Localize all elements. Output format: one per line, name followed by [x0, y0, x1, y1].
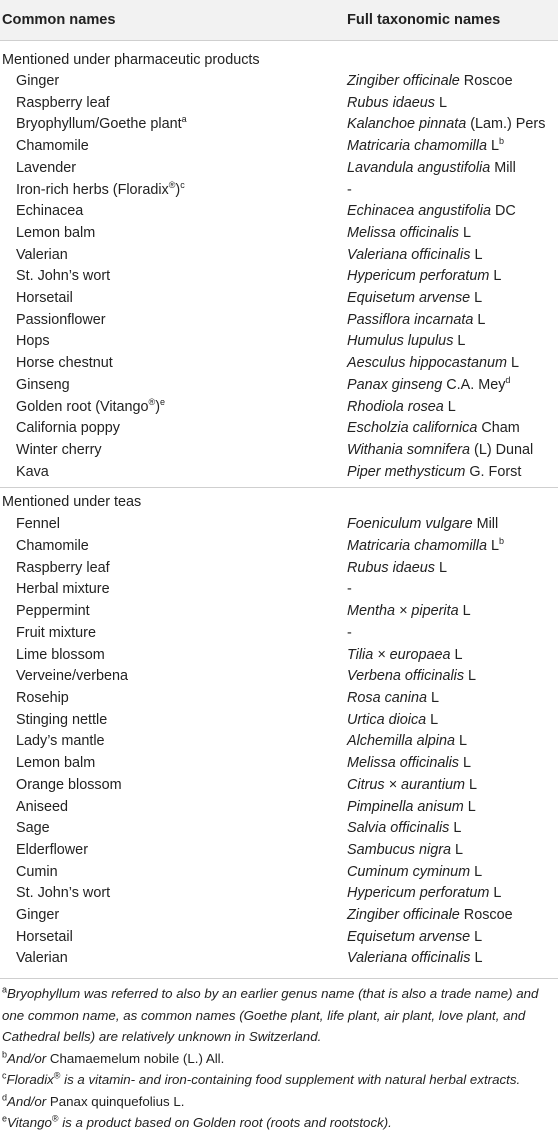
taxonomic-binomial: Hypericum perforatum [347, 885, 490, 902]
taxonomic-binomial: Matricaria chamomilla [347, 538, 487, 555]
taxonomic-name-cell [345, 514, 558, 536]
common-name: Verveine/verbena [16, 668, 129, 685]
taxonomic-name-cell [345, 536, 558, 558]
common-name-cell [0, 818, 345, 840]
taxonomic-name-cell [345, 397, 558, 419]
taxonomic-authority: L [470, 290, 483, 307]
table-row [0, 136, 558, 158]
taxonomic-binomial: Rubus idaeus [347, 94, 436, 111]
footnote-ref: c [180, 179, 185, 190]
taxonomic-binomial: Rubus idaeus [347, 559, 436, 576]
common-name: Kava [16, 463, 49, 480]
common-name: Fruit mixture [16, 624, 96, 641]
taxonomic-name-cell [345, 375, 558, 397]
common-name: Sage [16, 820, 50, 837]
common-name-cell [0, 862, 345, 884]
taxonomic-authority: L [450, 646, 463, 663]
taxonomic-authority: L [486, 538, 499, 555]
table-row [0, 514, 558, 536]
taxonomic-binomial: Sambucus nigra [347, 841, 451, 858]
taxonomic-authority: - [347, 181, 352, 198]
common-name-cell [0, 536, 345, 558]
common-name-cell [0, 579, 345, 601]
footnote-italic: And/or [7, 1050, 47, 1066]
common-name-cell [0, 288, 345, 310]
table-body [0, 41, 558, 975]
common-name-cell [0, 223, 345, 245]
table-row [0, 223, 558, 245]
common-name: Lavender [16, 159, 77, 176]
footnote-italic: Vitango [7, 1115, 52, 1131]
common-name-cell [0, 310, 345, 332]
taxonomic-name-cell [345, 623, 558, 645]
taxonomic-authority: L [464, 668, 477, 685]
footnote-text: Chamaemelum nobile (L.) All. [46, 1050, 225, 1066]
common-name: Lime blossom [16, 646, 105, 663]
footnote-text: Panax quinquefolius L. [46, 1093, 185, 1109]
registered-mark: ® [53, 1070, 61, 1081]
taxonomic-authority: - [347, 581, 352, 598]
taxonomic-binomial: Cuminum cyminum [347, 863, 471, 880]
taxonomic-binomial: Equisetum arvense [347, 290, 471, 307]
taxonomic-name-cell [345, 245, 558, 267]
taxonomic-name-cell [345, 462, 558, 484]
common-name-cell [0, 93, 345, 115]
table-row [0, 927, 558, 949]
taxonomic-name-cell [345, 440, 558, 462]
table-row [0, 558, 558, 580]
taxonomic-name-cell [345, 775, 558, 797]
table-row [0, 266, 558, 288]
table-row [0, 645, 558, 667]
common-name-cell [0, 688, 345, 710]
table-row [0, 331, 558, 353]
taxonomic-authority: L [451, 841, 464, 858]
taxonomic-name-cell [345, 883, 558, 905]
table-row [0, 601, 558, 623]
common-name-cell [0, 948, 345, 970]
footnote-b [2, 1048, 558, 1070]
common-name-cell [0, 601, 345, 623]
footnote-c [2, 1069, 558, 1091]
name-suffix: ) [155, 398, 160, 415]
common-name: Lemon balm [16, 224, 96, 241]
table-row [0, 397, 558, 419]
table-row [0, 840, 558, 862]
name-suffix: ) [175, 181, 181, 198]
common-name-cell [0, 775, 345, 797]
common-name: Echinacea [16, 203, 84, 220]
table-row [0, 797, 558, 819]
table-row [0, 114, 558, 136]
footnote-ref: b [498, 536, 504, 547]
common-name: Orange blossom [16, 776, 122, 793]
taxonomic-binomial: Tilia × europaea [347, 646, 451, 663]
taxonomic-binomial: Verbena officinalis [347, 668, 465, 685]
taxonomic-name-cell [345, 331, 558, 353]
common-name-cell [0, 397, 345, 419]
taxonomic-name-cell [345, 731, 558, 753]
common-name: California poppy [16, 420, 120, 437]
common-name: Iron-rich herbs (Floradix [16, 181, 169, 198]
taxonomic-binomial: Withania somnifera [347, 441, 471, 458]
taxonomic-binomial: Hypericum perforatum [347, 268, 490, 285]
common-name-cell [0, 645, 345, 667]
name-superscript: ® [148, 396, 156, 407]
common-name-cell [0, 114, 345, 136]
table-row [0, 93, 558, 115]
common-name-cell [0, 331, 345, 353]
table-row [0, 775, 558, 797]
taxonomic-authority: L [453, 333, 466, 350]
taxonomic-binomial: Rhodiola rosea [347, 398, 444, 415]
taxonomic-authority: L [464, 776, 477, 793]
common-name-cell [0, 375, 345, 397]
table-row [0, 375, 558, 397]
taxonomic-authority: L [449, 820, 462, 837]
taxonomic-binomial: Aesculus hippocastanum [347, 355, 507, 372]
common-name: Raspberry leaf [16, 559, 110, 576]
common-name: Passionflower [16, 311, 106, 328]
taxonomic-authority: Cham [477, 420, 520, 437]
common-name: Valerian [16, 950, 68, 967]
common-name-cell [0, 731, 345, 753]
name-superscript: a [181, 114, 187, 125]
taxonomic-authority: Mill [490, 159, 516, 176]
spacer-cell [0, 970, 558, 974]
common-name: Bryophyllum/Goethe plant [16, 116, 182, 133]
taxonomic-authority: L [489, 885, 502, 902]
table-row [0, 905, 558, 927]
common-name: Herbal mixture [16, 581, 110, 598]
taxonomic-binomial: Citrus × aurantium [347, 776, 465, 793]
common-name: Raspberry leaf [16, 94, 110, 111]
common-name-cell [0, 927, 345, 949]
common-name-cell [0, 666, 345, 688]
taxonomic-name-cell [345, 753, 558, 775]
taxonomic-authority: Roscoe [459, 907, 513, 924]
taxonomic-authority: L [507, 355, 520, 372]
table-row [0, 310, 558, 332]
taxonomic-binomial: Foeniculum vulgare [347, 516, 473, 533]
common-name-cell [0, 266, 345, 288]
common-name: Peppermint [16, 603, 90, 620]
common-name-cell [0, 245, 345, 267]
table-row [0, 731, 558, 753]
table-row [0, 623, 558, 645]
taxonomic-name-cell [345, 353, 558, 375]
common-name-cell [0, 440, 345, 462]
taxonomic-authority: L [435, 559, 448, 576]
common-name-cell [0, 883, 345, 905]
taxonomic-name-cell [345, 114, 558, 136]
taxonomic-binomial: Melissa officinalis [347, 755, 459, 772]
taxonomic-name-cell [345, 180, 558, 202]
taxonomic-authority: L [427, 689, 440, 706]
table-row [0, 710, 558, 732]
table-row [0, 948, 558, 970]
taxonomic-name-cell [345, 558, 558, 580]
common-name-cell [0, 180, 345, 202]
taxonomic-binomial: Humulus lupulus [347, 333, 454, 350]
common-name-cell [0, 71, 345, 93]
taxonomic-name-cell [345, 266, 558, 288]
common-name-cell [0, 418, 345, 440]
taxonomic-name-cell [345, 201, 558, 223]
common-name: Chamomile [16, 538, 89, 555]
common-name-cell [0, 623, 345, 645]
table-row [0, 862, 558, 884]
taxonomic-name-cell [345, 158, 558, 180]
common-name: Winter cherry [16, 441, 102, 458]
taxonomic-authority: G. Forst [465, 463, 522, 480]
registered-mark: ® [51, 1113, 59, 1124]
common-name-cell [0, 353, 345, 375]
section-spacer [0, 970, 558, 974]
taxonomic-name-cell [345, 927, 558, 949]
section-title: Mentioned under pharmaceutic products [2, 51, 260, 68]
table-row [0, 288, 558, 310]
common-name: Rosehip [16, 689, 69, 706]
taxonomic-authority: L [458, 224, 471, 241]
taxonomic-name-cell [345, 666, 558, 688]
table-row [0, 418, 558, 440]
table-row [0, 462, 558, 484]
taxonomic-authority: L [426, 711, 439, 728]
common-name: Fennel [16, 516, 61, 533]
taxonomic-name-cell [345, 862, 558, 884]
table-row [0, 158, 558, 180]
taxonomic-binomial: Zingiber officinale [347, 73, 460, 89]
taxonomic-authority: L [489, 268, 502, 285]
taxonomic-authority: L [470, 863, 483, 880]
header-taxonomic-names: Full taxonomic names [345, 0, 558, 41]
taxonomic-name-cell [345, 797, 558, 819]
table-row [0, 883, 558, 905]
taxonomic-name-cell [345, 136, 558, 158]
common-name: Chamomile [16, 138, 89, 155]
taxonomic-authority: L [435, 94, 448, 111]
taxonomic-authority: Roscoe [459, 73, 513, 89]
taxonomic-name-cell [345, 579, 558, 601]
taxonomic-authority: L [443, 398, 456, 415]
taxonomic-authority: L [470, 950, 483, 967]
common-name: Ginseng [16, 376, 70, 393]
taxonomic-authority: L [486, 138, 499, 155]
taxonomic-binomial: Escholzia californica [347, 420, 478, 437]
common-name: Ginger [16, 907, 60, 924]
taxonomic-binomial: Zingiber officinale [347, 907, 460, 924]
common-name: Valerian [16, 246, 68, 263]
footnote-d [2, 1091, 558, 1113]
section-row [0, 41, 558, 72]
taxonomic-binomial: Alchemilla alpina [347, 733, 455, 750]
taxonomic-binomial: Rosa canina [347, 689, 427, 706]
taxonomic-binomial: Mentha × piperita [347, 603, 459, 620]
footnote-ref: d [505, 375, 511, 386]
table-row [0, 440, 558, 462]
common-name-cell [0, 797, 345, 819]
taxonomic-binomial: Valeriana officinalis [347, 246, 471, 263]
common-name-cell [0, 201, 345, 223]
taxonomic-binomial: Kalanchoe pinnata [347, 116, 467, 133]
table-row [0, 71, 558, 93]
taxonomic-binomial: Echinacea angustifolia [347, 203, 492, 220]
common-name-cell [0, 710, 345, 732]
taxonomic-authority: C.A. Mey [442, 376, 506, 393]
footnote-marker: e [2, 1113, 8, 1124]
common-name: Hops [16, 333, 50, 350]
taxonomic-binomial: Salvia officinalis [347, 820, 450, 837]
common-name-cell [0, 462, 345, 484]
footnote-ref: b [498, 136, 504, 147]
footnote-text: Bryophyllum was referred to also by an earlier genus name (that is also a trade name) and one common name, as common names (Goethe plant, life plant, air plant, love plant, and Cathedral bells) are relatively unknown in Switzerland. [2, 986, 539, 1045]
common-name: Horsetail [16, 928, 73, 945]
footnote-italic: And/or [7, 1093, 47, 1109]
table-row [0, 666, 558, 688]
common-name-cell [0, 136, 345, 158]
footnote-marker: b [2, 1049, 8, 1060]
footnote-marker: d [2, 1092, 8, 1103]
common-name: Elderflower [16, 841, 88, 858]
common-name: Golden root (Vitango [16, 398, 149, 415]
common-name-cell [0, 753, 345, 775]
section-row [0, 488, 558, 515]
taxonomic-authority: L [458, 603, 471, 620]
table-row [0, 201, 558, 223]
common-name: St. John’s wort [16, 885, 111, 902]
taxonomic-authority: L [463, 798, 476, 815]
common-name: Ginger [16, 73, 60, 89]
taxonomic-name-cell [345, 840, 558, 862]
table-row [0, 180, 558, 202]
footnote-text: is a product based on Golden root (roots and rootstock). [58, 1115, 392, 1131]
taxonomic-name-cell [345, 645, 558, 667]
table-row [0, 353, 558, 375]
common-name: Aniseed [16, 798, 69, 815]
taxonomic-authority: Mill [472, 516, 499, 533]
taxonomic-name-cell [345, 601, 558, 623]
taxonomic-name-cell [345, 710, 558, 732]
taxonomic-binomial: Lavandula angustifolia [347, 159, 491, 176]
common-name: Cumin [16, 863, 58, 880]
taxonomic-name-cell [345, 310, 558, 332]
taxonomic-authority: L [470, 928, 483, 945]
taxonomic-binomial: Piper methysticum [347, 463, 466, 480]
footnote-marker: a [2, 984, 8, 995]
taxonomic-binomial: Pimpinella anisum [347, 798, 464, 815]
common-name: Stinging nettle [16, 711, 108, 728]
taxonomic-name-cell [345, 93, 558, 115]
common-name-cell [0, 158, 345, 180]
common-name: Horsetail [16, 290, 73, 307]
taxonomic-name-cell [345, 948, 558, 970]
name-superscript: ® [168, 179, 176, 190]
taxonomic-binomial: Panax ginseng [347, 376, 443, 393]
table-row [0, 753, 558, 775]
taxonomic-name-cell [345, 418, 558, 440]
footnote-text: is a vitamin- and iron-containing food supplement with natural herbal extracts. [60, 1072, 521, 1088]
taxonomic-binomial: Equisetum arvense [347, 928, 471, 945]
footnote-a [2, 983, 558, 1048]
common-name-cell [0, 840, 345, 862]
taxonomic-name-cell [345, 818, 558, 840]
common-name: Horse chestnut [16, 355, 113, 372]
taxonomic-name-cell [345, 288, 558, 310]
taxonomic-authority: (L) Dunal [470, 441, 534, 458]
taxonomic-authority: L [473, 311, 486, 328]
taxonomic-binomial: Urtica dioica [347, 711, 427, 728]
taxonomic-binomial: Passiflora incarnata [347, 311, 474, 328]
taxonomic-authority: L [455, 733, 468, 750]
taxonomic-name-cell [345, 223, 558, 245]
taxonomic-authority: L [458, 755, 471, 772]
table-row [0, 579, 558, 601]
taxonomic-authority: DC [491, 203, 516, 220]
section-title: Mentioned under teas [0, 488, 558, 515]
taxonomic-authority: - [347, 624, 352, 641]
taxonomic-name-cell [345, 905, 558, 927]
taxonomic-name-cell [345, 71, 558, 93]
taxonomic-name-cell [345, 688, 558, 710]
taxonomic-authority: (Lam.) Pers [466, 116, 546, 133]
footnote-italic: Floradix [6, 1072, 54, 1088]
table-header [0, 0, 558, 41]
footnotes [0, 978, 558, 1134]
table-row [0, 536, 558, 558]
common-name-cell [0, 514, 345, 536]
common-name: St. John’s wort [16, 268, 111, 285]
footnote-e [2, 1112, 558, 1134]
taxonomic-binomial: Matricaria chamomilla [347, 138, 487, 155]
table-row [0, 245, 558, 267]
common-name-cell [0, 558, 345, 580]
taxonomic-binomial: Melissa officinalis [347, 224, 459, 241]
table-row [0, 688, 558, 710]
taxonomic-binomial: Valeriana officinalis [347, 950, 471, 967]
common-name: Lemon balm [16, 755, 96, 772]
table-row [0, 818, 558, 840]
common-name: Lady’s mantle [16, 733, 105, 750]
footnote-marker: c [2, 1070, 7, 1081]
taxonomic-authority: L [470, 246, 483, 263]
common-name-cell [0, 905, 345, 927]
header-common-names: Common names [0, 0, 345, 41]
footnote-ref: e [159, 396, 165, 407]
